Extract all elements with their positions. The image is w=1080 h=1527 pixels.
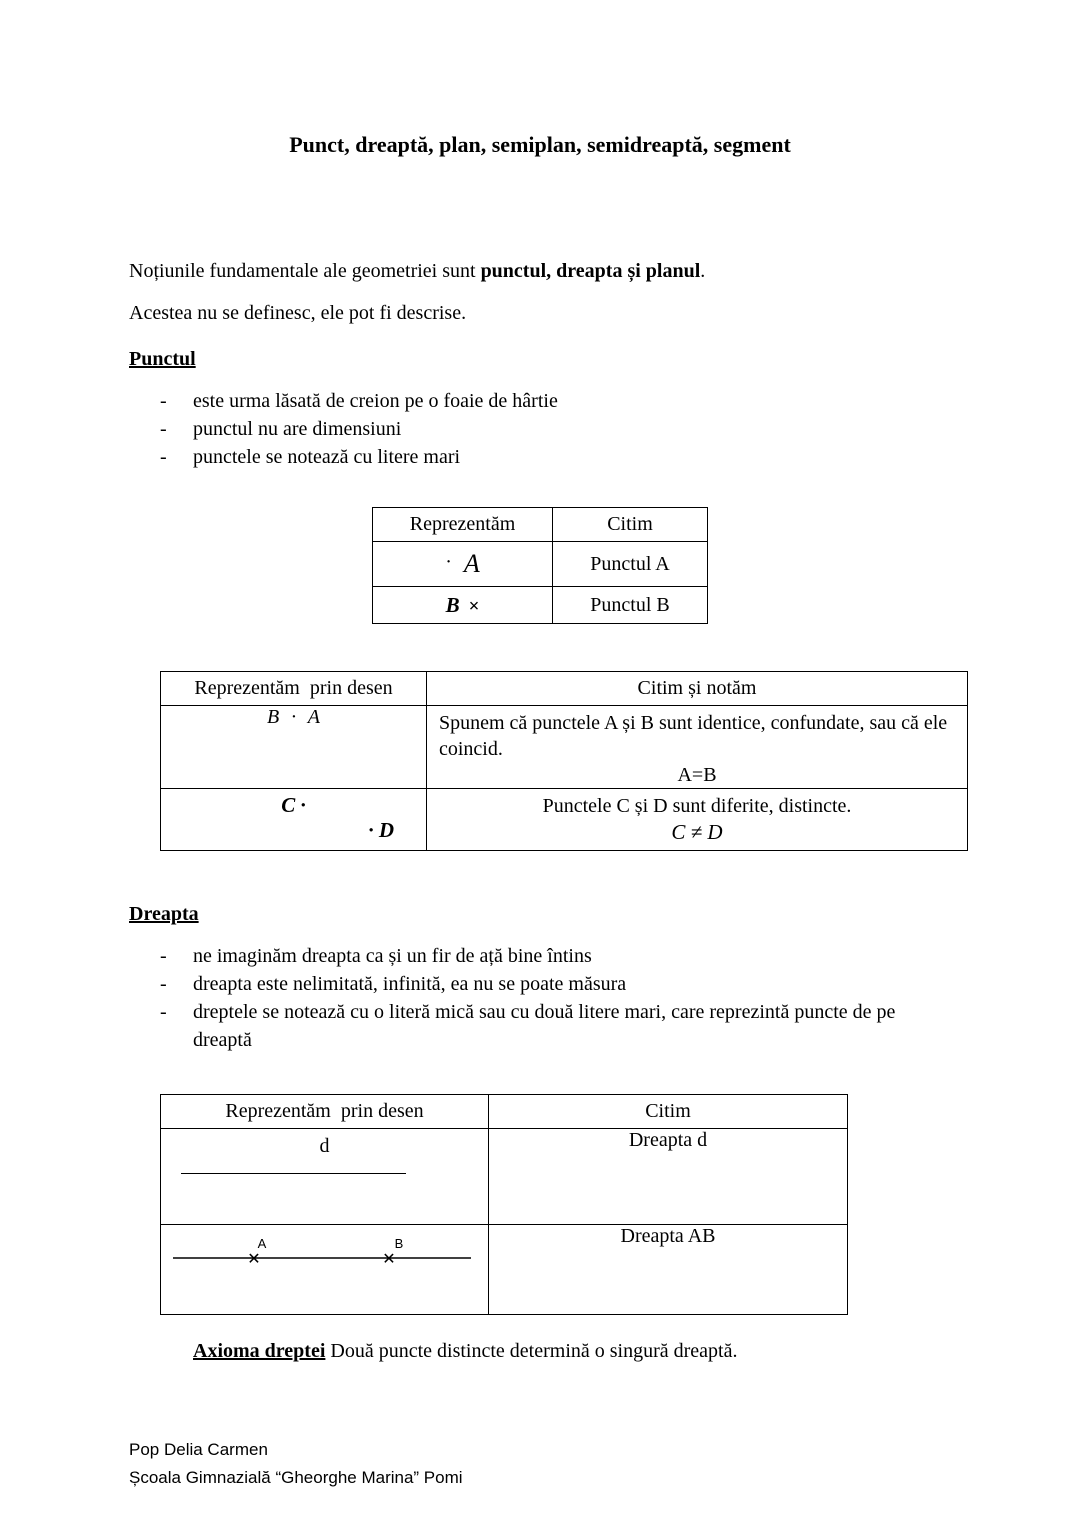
times-marker-icon: × — [468, 595, 480, 617]
line-table-header-read: Citim — [489, 1095, 848, 1129]
list-item-text: dreptele se notează cu o literă mică sau cu două litere mari, care reprezintă puncte de pe dreaptă — [193, 1001, 896, 1051]
list-item — [160, 387, 950, 415]
list-item — [160, 443, 950, 471]
point-dot-icon: · — [445, 551, 452, 573]
point-a-marker-icon: ✕ — [247, 1249, 261, 1268]
distinct-points-cell — [427, 789, 968, 851]
line-ab-reading: Dreapta AB — [489, 1225, 848, 1315]
point-a-letter: A — [463, 549, 480, 578]
dash-marker: - — [160, 945, 167, 967]
table-row — [161, 706, 968, 789]
punctul-bullet-list — [160, 387, 950, 471]
dash-marker: - — [160, 418, 167, 440]
point-notation-table — [372, 507, 708, 624]
list-item-text: ne imaginăm dreapta ca și un fir de ață bine întins — [193, 945, 592, 967]
point-b-reading: Punctul B — [553, 587, 708, 624]
list-item-text: este urma lăsată de creion pe o foaie de hârtie — [193, 390, 558, 412]
dash-marker: - — [160, 1001, 167, 1023]
identical-points-drawing: B · A — [161, 706, 427, 789]
point-a-drawing — [373, 542, 553, 587]
dash-marker: - — [160, 390, 167, 412]
footer-author: Pop Delia Carmen — [129, 1440, 268, 1459]
line-d-letter: d — [319, 1135, 330, 1157]
point-b-label: B — [394, 1236, 404, 1251]
line-d-stroke — [181, 1173, 406, 1174]
document-footer — [129, 1436, 463, 1492]
intro-paragraph-2: Acestea nu se definesc, ele pot fi descrise. — [129, 302, 467, 324]
line-d-reading: Dreapta d — [489, 1129, 848, 1225]
identical-points-notation: A=B — [677, 764, 717, 786]
section-heading-punctul: Punctul — [129, 348, 196, 370]
identical-distinct-points-table — [160, 671, 968, 851]
line-table-header-draw: Reprezentăm prin desen — [161, 1095, 489, 1129]
axiom-text: Două puncte distincte determină o singură dreaptă. — [330, 1340, 738, 1362]
point-a-reading: Punctul A — [553, 542, 708, 587]
list-item-text: punctul nu are dimensiuni — [193, 418, 402, 440]
list-item — [160, 415, 950, 443]
table-row — [373, 587, 708, 624]
list-item — [160, 970, 950, 998]
list-item-text: punctele se notează cu litere mari — [193, 446, 461, 468]
identical-points-cell — [427, 706, 968, 789]
axiom-label: Axioma dreptei — [193, 1340, 326, 1362]
intro-text-prefix: Noțiunile fundamentale ale geometriei sunt — [129, 260, 481, 282]
distinct-points-drawing — [161, 789, 427, 851]
identical-points-description: Spunem că punctele A și B sunt identice, confundate, sau că ele coincid. — [439, 712, 948, 760]
table-row — [373, 542, 708, 587]
identity-table-header-draw: Reprezentăm prin desen — [161, 672, 427, 706]
distinct-points-description: Punctele C și D sunt diferite, distincte. — [542, 795, 852, 817]
line-ab-figure — [161, 1225, 485, 1313]
point-table-header-read: Citim — [553, 508, 708, 542]
point-b-marker-icon: ✕ — [382, 1249, 396, 1268]
document-title: Punct, dreaptă, plan, semiplan, semidreaptă, segment — [289, 132, 791, 157]
distinct-points-notation: C ≠ D — [671, 820, 723, 844]
table-header-row — [161, 672, 968, 706]
point-c-drawing: C · — [281, 793, 306, 817]
point-table-header-draw: Reprezentăm — [373, 508, 553, 542]
dreapta-bullet-list — [160, 942, 950, 1054]
dash-marker: - — [160, 973, 167, 995]
line-notation-table — [160, 1094, 848, 1315]
footer-school: Școala Gimnazială “Gheorghe Marina” Pomi — [129, 1468, 463, 1487]
intro-paragraph-1 — [129, 258, 1080, 284]
table-header-row — [161, 1095, 848, 1129]
list-item — [160, 942, 950, 970]
table-header-row — [373, 508, 708, 542]
dash-marker: - — [160, 446, 167, 468]
section-heading-dreapta: Dreapta — [129, 903, 199, 925]
table-row — [161, 1225, 848, 1315]
table-row — [161, 1129, 848, 1225]
line-d-drawing — [161, 1129, 489, 1225]
list-item-text: dreapta este nelimitată, infinită, ea nu se poate măsura — [193, 973, 627, 995]
list-item — [160, 998, 950, 1054]
point-d-drawing: · D — [368, 818, 394, 842]
line-ab-drawing — [161, 1225, 489, 1315]
intro-bold-phrase: punctul, dreapta și planul — [480, 260, 701, 282]
point-a-label: A — [257, 1236, 267, 1251]
table-row — [161, 789, 968, 851]
axiom-paragraph — [193, 1340, 1080, 1363]
intro-text-suffix: . — [700, 260, 706, 282]
point-b-letter: B — [445, 592, 460, 617]
point-b-drawing — [373, 587, 553, 624]
identity-table-header-read: Citim și notăm — [427, 672, 968, 706]
